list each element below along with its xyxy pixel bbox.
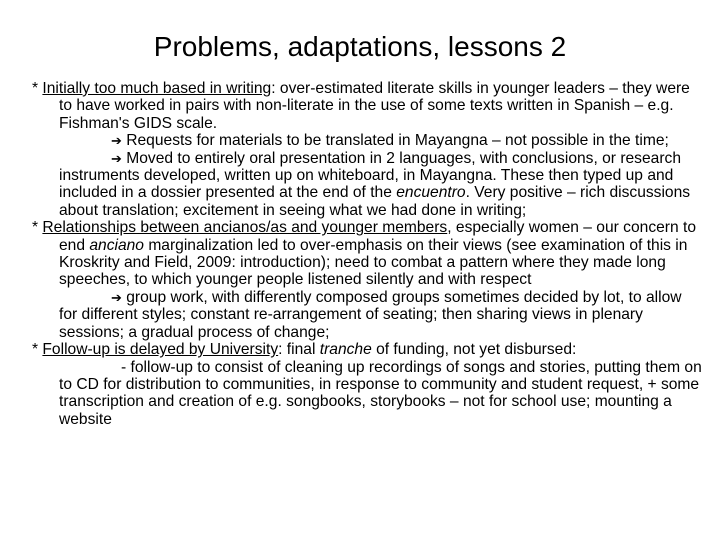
writing-point-2 xyxy=(32,150,704,220)
relationships-paragraph xyxy=(32,219,704,289)
writing-point-1-text: Requests for materials to be translated in Mayangna – not possible in the time; xyxy=(121,132,669,150)
followup-emphasis: tranche xyxy=(319,341,372,359)
arrow-right-icon: ➔ xyxy=(111,133,122,149)
bullet-marker: * xyxy=(32,219,43,237)
writing-point-2-text-a: Moved to entirely oral presentation in 2 languages, with conclusions, or research instruments developed, written up on whiteboard, in Mayangna. These then typed up and included in a dossier presented at the end of the xyxy=(59,149,681,202)
relationships-emphasis: anciano xyxy=(89,236,144,254)
relationships-heading: Relationships between ancianos/as and younger members xyxy=(42,219,448,237)
arrow-right-icon: ➔ xyxy=(111,289,122,305)
relationships-text-b: marginalization led to over-emphasis on their views (see examination of this in Kroskrity and Field, 2009: introduction); need to combat a pattern where they made long speeches, to which younger people listened silently and with respect xyxy=(59,236,688,289)
relationships-text-a: , especially women – our concern to end xyxy=(59,219,696,254)
followup-heading: Follow-up is delayed by University xyxy=(42,341,279,359)
writing-point-2-text-b: . Very positive – rich discussions about translation; excitement in seeing what we had done in writing; xyxy=(59,184,691,219)
slide-body xyxy=(32,80,704,428)
followup-paragraph xyxy=(32,341,704,358)
followup-text-a: : final xyxy=(278,341,320,359)
bullet-marker: * xyxy=(32,341,43,359)
relationships-point-1 xyxy=(32,289,704,341)
writing-point-2-emphasis: encuentro xyxy=(396,184,466,202)
writing-point-1 xyxy=(32,132,704,149)
slide-title: Problems, adaptations, lessons 2 xyxy=(153,31,567,62)
writing-paragraph xyxy=(32,80,704,132)
writing-heading: Initially too much based in writing xyxy=(42,80,272,97)
bullet-marker: * xyxy=(32,80,43,97)
followup-text-b: of funding, not yet disbursed: xyxy=(371,341,577,359)
arrow-right-icon: ➔ xyxy=(111,150,122,166)
writing-text: : over-estimated literate skills in younger leaders – they were to have worked in pairs with non-literate in the use of some texts written in Spanish – e.g. Fishman's GIDS scale. xyxy=(59,80,690,132)
followup-subpoint: - follow-up to consist of cleaning up recordings of songs and stories, putting them on to CD for distribution to communities, in response to community and student request, + some transcription and creation of e.g. songbooks, storybooks – not for school use; mounting a website xyxy=(59,358,702,428)
relationships-point-1-text: group work, with differently composed groups sometimes decided by lot, to allow for different styles; constant re-arrangement of seating; then sharing views in plenary sessions; a gradual process of change; xyxy=(59,288,682,341)
